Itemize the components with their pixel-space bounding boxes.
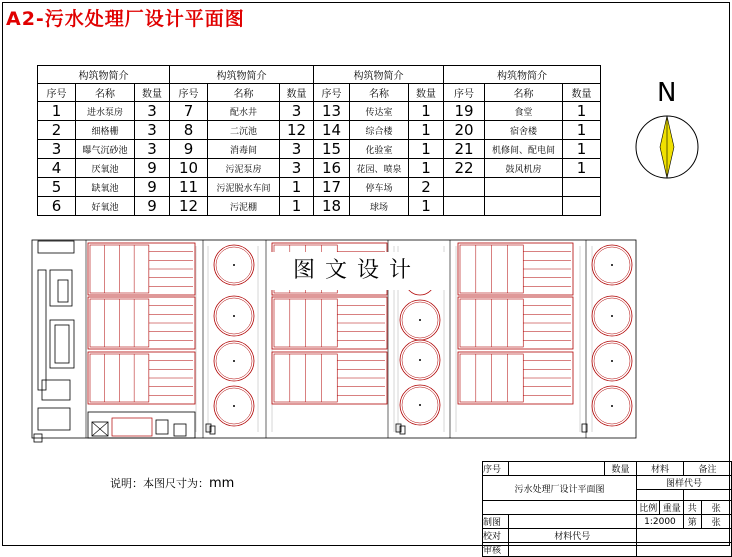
row-number: 10 <box>170 159 208 178</box>
col-header-qty: 数量 <box>280 84 314 102</box>
scale-note-unit: mm <box>209 476 235 491</box>
row-name: 厌氧池 <box>76 159 135 178</box>
row-quantity: 1 <box>280 197 314 216</box>
row-quantity: 3 <box>135 140 170 159</box>
row-number: 8 <box>170 121 208 140</box>
col-header-no: 序号 <box>38 84 76 102</box>
row-quantity: 3 <box>280 140 314 159</box>
row-quantity: 1 <box>409 121 444 140</box>
tb-weight-label: 重量 <box>660 501 683 515</box>
row-quantity: 1 <box>409 140 444 159</box>
tb-checked: 校对 <box>483 529 509 543</box>
tb-remark: 备注 <box>683 462 731 476</box>
north-label: N <box>657 78 677 108</box>
row-number: 11 <box>170 178 208 197</box>
tb-material: 材料 <box>637 462 684 476</box>
lab-building <box>50 320 74 368</box>
col-header-qty: 数量 <box>135 84 170 102</box>
tb-drawing-code: 图样代号 <box>637 476 732 490</box>
col-header-name: 名称 <box>76 84 135 102</box>
row-name: 食堂 <box>485 102 563 121</box>
row-quantity: 1 <box>409 102 444 121</box>
group-header: 构筑物简介 <box>38 66 170 84</box>
row-quantity: 1 <box>409 197 444 216</box>
row-name: 综合楼 <box>350 121 409 140</box>
row-name: 污泥棚 <box>208 197 280 216</box>
row-number: 12 <box>170 197 208 216</box>
row-number: 2 <box>38 121 76 140</box>
row-number: 14 <box>314 121 350 140</box>
row-name: 进水泵房 <box>76 102 135 121</box>
row-name: 传达室 <box>350 102 409 121</box>
col-header-no: 序号 <box>314 84 350 102</box>
row-number: 22 <box>444 159 485 178</box>
row-number: 13 <box>314 102 350 121</box>
row-quantity: 9 <box>135 159 170 178</box>
row-quantity: 1 <box>280 178 314 197</box>
tb-sheet-label-2: 张 <box>701 515 731 529</box>
office-inner <box>58 280 68 302</box>
col-header-name: 名称 <box>350 84 409 102</box>
row-number: 5 <box>38 178 76 197</box>
row-quantity: 1 <box>563 140 601 159</box>
clarifier-center <box>419 319 421 321</box>
row-quantity: 1 <box>563 121 601 140</box>
gatehouse <box>38 241 74 253</box>
clarifier-center <box>233 360 235 362</box>
row-number: 1 <box>38 102 76 121</box>
row-number: 4 <box>38 159 76 178</box>
group-header: 构筑物简介 <box>444 66 601 84</box>
row-name: 花园、喷泉 <box>350 159 409 178</box>
canteen <box>38 408 70 430</box>
row-name: 宿舍楼 <box>485 121 563 140</box>
row-name: 曝气沉砂池 <box>76 140 135 159</box>
clarifier-center <box>233 405 235 407</box>
clarifier-center <box>611 360 613 362</box>
clarifier-center <box>419 359 421 361</box>
tb-drawing-name: 污水处理厂设计平面图 <box>483 476 637 501</box>
row-name: 污泥脱水车间 <box>208 178 280 197</box>
row-name: 细格栅 <box>76 121 135 140</box>
col-header-no: 序号 <box>444 84 485 102</box>
tb-drawn: 制图 <box>483 515 509 529</box>
office-building <box>50 270 72 306</box>
row-name: 配水井 <box>208 102 280 121</box>
row-name: 化验室 <box>350 140 409 159</box>
tb-total-label: 共 <box>683 501 701 515</box>
col-header-no: 序号 <box>170 84 208 102</box>
clarifier-center <box>611 315 613 317</box>
plan-watermark-title: 图文设计 <box>267 252 447 290</box>
row-number: 19 <box>444 102 485 121</box>
row-number: 15 <box>314 140 350 159</box>
north-arrow-icon <box>636 116 698 178</box>
col-header-name: 名称 <box>485 84 563 102</box>
row-name: 停车场 <box>350 178 409 197</box>
tb-scale-value: 1:2000 <box>637 515 684 529</box>
row-quantity: 1 <box>409 159 444 178</box>
row-number: 16 <box>314 159 350 178</box>
group-header: 构筑物简介 <box>314 66 444 84</box>
row-name: 鼓风机房 <box>485 159 563 178</box>
scale-note-label: 说明：本图尺寸为： <box>110 477 209 490</box>
clarifier-center <box>611 264 613 266</box>
blower-room <box>174 424 186 436</box>
row-quantity: 1 <box>563 102 601 121</box>
row-quantity: 9 <box>135 178 170 197</box>
drawing-title: A2-污水处理厂设计平面图 <box>6 8 245 30</box>
tb-sheet-label: 张 <box>701 501 731 515</box>
tb-page-label: 第 <box>683 515 701 529</box>
row-number: 9 <box>170 140 208 159</box>
row-name: 缺氧池 <box>76 178 135 197</box>
clarifier-center <box>611 405 613 407</box>
side-strip <box>38 270 46 390</box>
title-block <box>482 461 732 557</box>
row-number: 20 <box>444 121 485 140</box>
row-quantity: 12 <box>280 121 314 140</box>
row-number: 18 <box>314 197 350 216</box>
tb-scale-label: 比例 <box>637 501 660 515</box>
row-quantity: 3 <box>135 121 170 140</box>
tb-qty: 数量 <box>605 462 637 476</box>
row-number: 3 <box>38 140 76 159</box>
row-name: 二沉池 <box>208 121 280 140</box>
row-name: 好氧池 <box>76 197 135 216</box>
row-number: 6 <box>38 197 76 216</box>
row-number: 21 <box>444 140 485 159</box>
row-quantity: 3 <box>280 102 314 121</box>
row-name: 机修间、配电间 <box>485 140 563 159</box>
row-name: 污泥泵房 <box>208 159 280 178</box>
row-quantity: 3 <box>280 159 314 178</box>
clarifier-center <box>233 264 235 266</box>
row-quantity: 1 <box>563 159 601 178</box>
col-header-qty: 数量 <box>409 84 444 102</box>
scale-note <box>110 475 234 491</box>
tb-material-code: 材料代号 <box>508 529 636 543</box>
lab-inner <box>55 325 69 363</box>
col-header-name: 名称 <box>208 84 280 102</box>
clarifier-center <box>233 315 235 317</box>
sludge-dewatering-building <box>88 412 195 438</box>
tb-seq: 序号 <box>483 462 509 476</box>
row-quantity: 9 <box>135 197 170 216</box>
row-quantity: 2 <box>409 178 444 197</box>
row-number: 17 <box>314 178 350 197</box>
clarifier-center <box>419 404 421 406</box>
col-header-qty: 数量 <box>563 84 601 102</box>
row-name: 球场 <box>350 197 409 216</box>
row-quantity: 3 <box>135 102 170 121</box>
row-number: 7 <box>170 102 208 121</box>
tb-reviewed: 审核 <box>483 543 509 557</box>
disinfection-room <box>156 420 168 434</box>
pump-room <box>112 418 152 436</box>
group-header: 构筑物简介 <box>170 66 314 84</box>
row-name: 消毒间 <box>208 140 280 159</box>
